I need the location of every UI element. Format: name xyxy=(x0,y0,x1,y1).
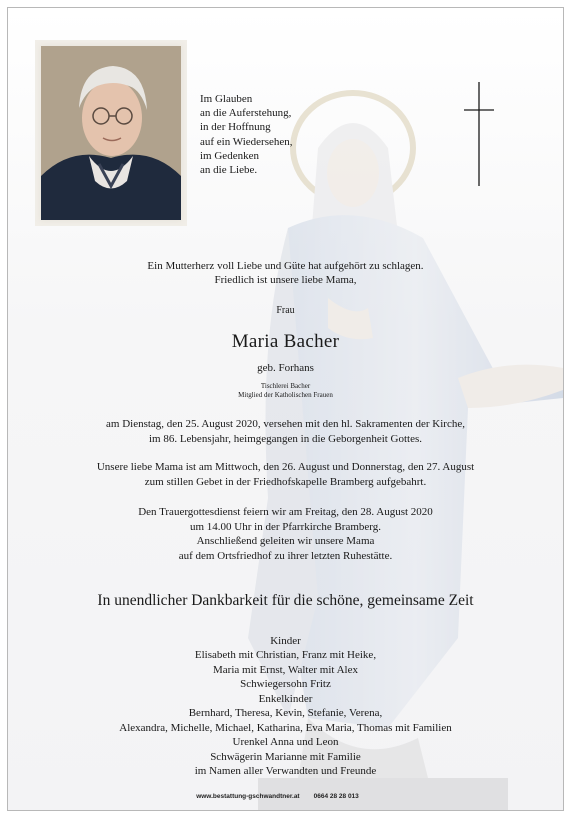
cross-icon xyxy=(464,82,494,186)
salutation: Frau xyxy=(276,305,295,316)
intro-line: Friedlich ist unsere liebe Mama, xyxy=(214,274,357,286)
quote-line: im Gedenken xyxy=(200,149,259,162)
quote-line: an die Liebe. xyxy=(200,164,258,177)
quote-line: auf ein Wiedersehen, xyxy=(200,135,293,148)
gratitude-heading: In unendlicher Dankbarkeit für die schöne, gemeinsame Zeit xyxy=(97,592,474,609)
portrait-photo xyxy=(41,46,181,220)
funeral-line: auf dem Ortsfriedhof zu ihrer letzten Ruhestätte. xyxy=(178,550,393,562)
mourner-line: Kinder xyxy=(270,635,301,647)
affiliation-line: Tischlerei Bacher xyxy=(260,382,311,390)
viewing-line: zum stillen Gebet in der Friedhofskapelle Bramberg aufgebahrt. xyxy=(144,476,427,488)
quote-line: an die Auferstehung, xyxy=(200,107,292,120)
mourner-line: Urenkel Anna und Leon xyxy=(232,736,339,748)
memorial-quote xyxy=(200,92,293,177)
obituary-card xyxy=(7,7,564,811)
viewing-line: Unsere liebe Mama ist am Mittwoch, den 26. August und Donnerstag, den 27. August xyxy=(96,461,475,473)
mourner-line: Alexandra, Michelle, Michael, Katharina, Eva Maria, Thomas mit Familien xyxy=(119,722,452,734)
funeral-line: um 14.00 Uhr in der Pfarrkirche Bramberg. xyxy=(189,521,382,533)
footer xyxy=(0,793,555,800)
maiden-name: geb. Forhans xyxy=(257,362,314,374)
footer-phone: 0664 28 28 013 xyxy=(313,793,359,800)
mourner-line: im Namen aller Verwandten und Freunde xyxy=(194,765,377,777)
affiliation-line: Mitglied der Katholischen Frauen xyxy=(238,391,333,399)
mourner-line: Elisabeth mit Christian, Franz mit Heike, xyxy=(194,649,377,661)
quote-line: in der Hoffnung xyxy=(200,121,271,134)
mourner-line: Maria mit Ernst, Walter mit Alex xyxy=(213,664,358,676)
mourner-line: Schwiegersohn Fritz xyxy=(240,678,331,690)
deceased-name: Maria Bacher xyxy=(231,331,340,352)
mourner-line: Schwägerin Marianne mit Familie xyxy=(210,751,361,763)
funeral-line: Anschließend geleiten wir unsere Mama xyxy=(196,535,375,547)
death-notice-line: im 86. Lebensjahr, heimgegangen in die Geborgenheit Gottes. xyxy=(148,433,423,445)
portrait-frame xyxy=(35,40,187,226)
death-notice-line: am Dienstag, den 25. August 2020, versehen mit den hl. Sakramenten der Kirche, xyxy=(106,418,465,430)
intro-line: Ein Mutterherz voll Liebe und Güte hat aufgehört zu schlagen. xyxy=(147,260,424,272)
mourner-line: Enkelkinder xyxy=(258,693,313,705)
funeral-line: Den Trauergottesdienst feiern wir am Freitag, den 28. August 2020 xyxy=(138,506,433,518)
mourner-line: Bernhard, Theresa, Kevin, Stefanie, Verena, xyxy=(188,707,383,719)
footer-website[interactable]: www.bestattung-gschwandtner.at xyxy=(196,793,300,800)
quote-line: Im Glauben xyxy=(200,93,253,105)
